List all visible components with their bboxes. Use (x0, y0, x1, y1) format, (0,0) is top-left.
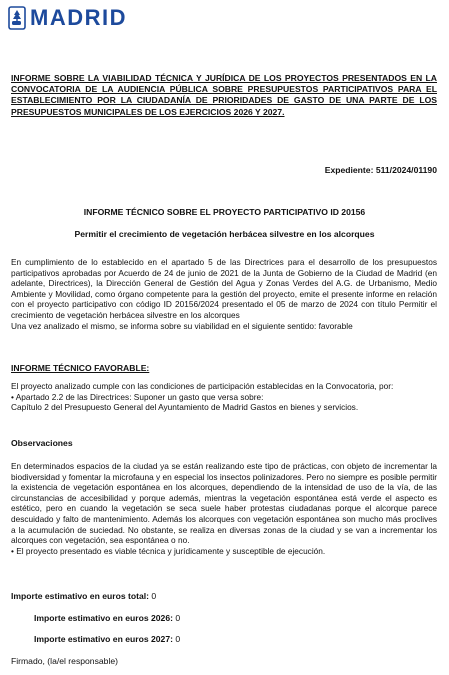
expediente-number: Expediente: 511/2024/01190 (324, 165, 437, 175)
bullet-directrices: • Apartado 2.2 de las Directrices: Suponer un gasto que versa sobre: (11, 391, 264, 402)
favorable-paragraph (11, 381, 437, 413)
observaciones-text: En determinados espacios de la ciudad ya se están realizando este tipo de prácticas, con objeto de incrementar la biodiversidad y fomentar la microfauna y en especial los insectos polinizadores. Pero no siempre es posible permitir la existencia de vegetación espontánea en los alcorques, dependiendo de la intensidad de uso de la vía, de las circunstancias de accesibilidad y porque además, mientras la vegetación espontánea está verde el aspecto es estético, pero en cuando la vegetación se seca suele haber protestas ciudadanas porque el alcorque parece descuidado y falto de mantenimiento. Además los alcorques con vegetación espontánea son mucho más proclives a la acumulación de suciedad. No obstante, se realiza en diversas zonas de la ciudad y se van a incrementar los alcorques con vegetación, sea espontánea o no. (11, 461, 437, 546)
bullet-viable: • El proyecto presentado es viable técnica y jurídicamente y susceptible de ejecución. (11, 545, 326, 556)
importe-total-value: 0 (151, 591, 157, 601)
intro-paragraph (11, 257, 437, 331)
document-heading: INFORME SOBRE LA VIABILIDAD TÉCNICA Y JURÍDICA DE LOS PROYECTOS PRESENTADOS EN LA CONVOCATORIA DE LA AUDIENCIA PÚBLICA SOBRE PRESUPUESTOS PARTICIPATIVOS PARA EL ESTABLECIMIENTO POR LA CIUDADANÍA DE PRIORIDADES DE GASTO DE UNA PARTE DE LOS PRESUPUESTOS MUNICIPALES DE LOS EJERCICIOS 2026 Y 2027. (11, 73, 437, 117)
project-subtitle: Permitir el crecimiento de vegetación herbácea silvestre en los alcorques (74, 229, 375, 239)
signature-line: Firmado, (la/el responsable) (11, 656, 118, 666)
importe-2027-label: Importe estimativo en euros 2027: (34, 634, 173, 644)
importe-total-label: Importe estimativo en euros total: (11, 591, 150, 601)
importe-2026-value: 0 (175, 613, 181, 623)
importe-2026 (34, 613, 180, 623)
madrid-logo (8, 6, 127, 30)
observaciones-heading: Observaciones (11, 438, 73, 448)
importe-2026-label: Importe estimativo en euros 2026: (34, 613, 173, 623)
report-title: INFORME TÉCNICO SOBRE EL PROYECTO PARTICIPATIVO ID 20156 (83, 207, 366, 217)
observaciones-paragraph (11, 461, 437, 556)
chapter-text: Capítulo 2 del Presupuesto General del Ayuntamiento de Madrid Gastos en bienes y servicios. (11, 402, 359, 413)
logo-text: MADRID (30, 5, 127, 30)
importe-2027-value: 0 (175, 634, 181, 644)
favorable-heading: INFORME TÉCNICO FAVORABLE: (11, 363, 150, 373)
importe-2027 (34, 634, 180, 644)
favorable-text: El proyecto analizado cumple con las condiciones de participación establecidas en la Convocatoria, por: (11, 381, 394, 391)
importe-total (11, 591, 156, 601)
intro-last-line: Una vez analizado el mismo, se informa sobre su viabilidad en el siguiente sentido: favorable (11, 320, 353, 331)
intro-text: En cumplimiento de lo establecido en el apartado 5 de las Directrices para el desarrollo de los presupuestos participativos aprobadas por Acuerdo de 24 de junio de 2021 de la Junta de Gobierno de la Ciudad de Madrid (en adelante, Directrices), la Dirección General de Gestión del Agua y Zonas Verdes del A.G. de Urbanismo, Medio Ambiente y Movilidad, como órgano competente para la gestión del proyecto, emite el presente informe en relación con el proyecto participativo con código ID 20156/2024 presentado el 05 de marzo de 2024 con título Permitir el crecimiento de vegetación herbácea silvestre en los alcorques (11, 257, 437, 320)
madrid-bear-tree-emblem-icon (8, 6, 26, 30)
